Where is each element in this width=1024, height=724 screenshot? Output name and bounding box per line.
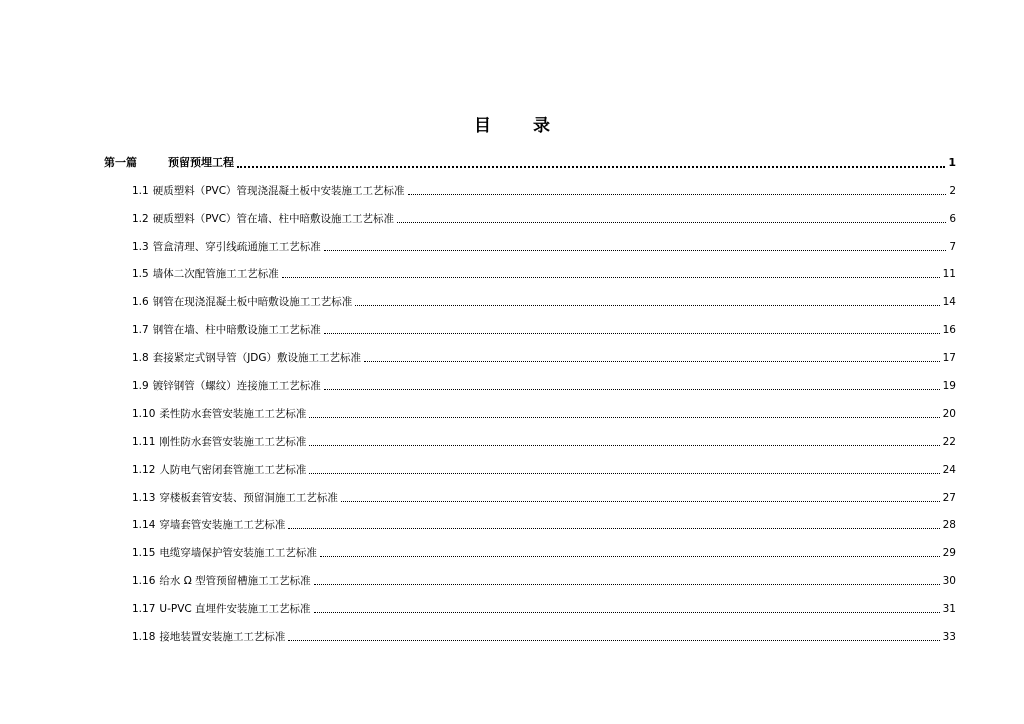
toc-page-number: 17 <box>942 352 956 365</box>
dot-leader <box>314 583 940 585</box>
dot-leader <box>237 165 945 168</box>
toc-entry[interactable] <box>104 229 956 257</box>
dot-leader <box>314 611 940 613</box>
toc-page-number: 33 <box>942 631 956 644</box>
dot-leader <box>288 527 939 529</box>
toc-entry[interactable] <box>104 424 956 452</box>
toc-entry[interactable] <box>104 312 956 340</box>
toc-section-number: 1.15 <box>132 547 156 560</box>
toc-entry[interactable] <box>104 396 956 424</box>
toc-section-title: 穿墙套管安装施工工艺标准 <box>159 519 286 532</box>
toc-section-number: 1.17 <box>132 603 156 616</box>
toc-section-title: 套接紧定式钢导管（JDG）敷设施工工艺标准 <box>152 352 362 365</box>
toc-entry[interactable] <box>104 340 956 368</box>
toc-entry[interactable] <box>104 563 956 591</box>
toc-page-number: 31 <box>942 603 956 616</box>
toc-section-title: 刚性防水套管安装施工工艺标准 <box>159 435 307 448</box>
toc-section-title: 穿楼板套管安装、预留洞施工工艺标准 <box>159 491 338 504</box>
toc-section-title: 墙体二次配管施工工艺标准 <box>152 268 279 281</box>
toc-section-number: 1.14 <box>132 519 156 532</box>
toc-section-number: 1.2 <box>132 212 149 225</box>
toc-page-number: 6 <box>949 212 956 225</box>
dot-leader <box>408 193 947 195</box>
toc-section-title: 镀锌钢管（螺纹）连接施工工艺标准 <box>152 380 321 393</box>
toc-entry[interactable] <box>104 619 956 647</box>
toc-part-title: 预留预埋工程 <box>168 155 234 169</box>
toc-section-title: 柔性防水套管安装施工工艺标准 <box>159 407 307 420</box>
toc-page-number: 16 <box>942 324 956 337</box>
toc-part-number: 第一篇 <box>104 155 137 169</box>
toc-section-number: 1.1 <box>132 184 149 197</box>
toc-section-title: 钢管在现浇混凝土板中暗敷设施工工艺标准 <box>152 296 353 309</box>
toc-page-number: 14 <box>942 296 956 309</box>
toc-section-title: U-PVC 直埋件安装施工工艺标准 <box>159 603 311 616</box>
toc-section-number: 1.6 <box>132 296 149 309</box>
toc-page-number: 11 <box>942 268 956 281</box>
toc-section-title: 给水 Ω 型管预留槽施工工艺标准 <box>159 575 311 588</box>
toc-entry[interactable] <box>104 173 956 201</box>
toc-section-number: 1.8 <box>132 352 149 365</box>
toc-entry-part-1[interactable] <box>104 145 956 173</box>
toc-entry[interactable] <box>104 508 956 536</box>
toc-title: 目 录 <box>474 116 568 136</box>
toc-section-title: 硬质塑料（PVC）管现浇混凝土板中安装施工工艺标准 <box>152 184 405 197</box>
toc-page-number: 30 <box>942 575 956 588</box>
toc-entry[interactable] <box>104 368 956 396</box>
toc-section-number: 1.18 <box>132 631 156 644</box>
dot-leader <box>324 249 947 251</box>
toc-entry[interactable] <box>104 535 956 563</box>
toc-section-number: 1.5 <box>132 268 149 281</box>
toc-section-number: 1.7 <box>132 324 149 337</box>
dot-leader <box>324 388 940 390</box>
toc-entry[interactable] <box>104 257 956 285</box>
dot-leader <box>397 221 946 223</box>
toc-section-number: 1.16 <box>132 575 156 588</box>
toc-section-title: 电缆穿墙保护管安装施工工艺标准 <box>159 547 317 560</box>
toc-page-number: 24 <box>942 463 956 476</box>
dot-leader <box>309 472 939 474</box>
table-of-contents <box>104 145 956 647</box>
toc-page-number: 29 <box>942 547 956 560</box>
toc-section-number: 1.10 <box>132 407 156 420</box>
toc-entry[interactable] <box>104 452 956 480</box>
toc-section-number: 1.13 <box>132 491 156 504</box>
dot-leader <box>324 332 940 334</box>
toc-page-number: 22 <box>942 435 956 448</box>
dot-leader <box>320 555 940 557</box>
dot-leader <box>341 500 940 502</box>
toc-entry[interactable] <box>104 591 956 619</box>
toc-section-title: 硬质塑料（PVC）管在墙、柱中暗敷设施工工艺标准 <box>152 212 395 225</box>
toc-entry[interactable] <box>104 201 956 229</box>
toc-page-number: 19 <box>942 380 956 393</box>
toc-section-title: 接地装置安装施工工艺标准 <box>159 631 286 644</box>
dot-leader <box>355 304 939 306</box>
toc-entry[interactable] <box>104 480 956 508</box>
toc-section-title: 钢管在墙、柱中暗敷设施工工艺标准 <box>152 324 321 337</box>
toc-section-number: 1.9 <box>132 380 149 393</box>
dot-leader <box>288 639 939 641</box>
toc-section-title: 管盒清理、穿引线疏通施工工艺标准 <box>152 240 321 253</box>
toc-page-number: 28 <box>942 519 956 532</box>
toc-page-number: 27 <box>942 491 956 504</box>
dot-leader <box>282 276 940 278</box>
toc-section-title: 人防电气密闭套管施工工艺标准 <box>159 463 307 476</box>
dot-leader <box>309 444 939 446</box>
toc-section-number: 1.3 <box>132 240 149 253</box>
dot-leader <box>309 416 939 418</box>
toc-page-number: 1 <box>948 155 956 169</box>
toc-section-number: 1.12 <box>132 463 156 476</box>
dot-leader <box>364 360 940 362</box>
toc-page-number: 7 <box>949 240 956 253</box>
toc-entry[interactable] <box>104 284 956 312</box>
toc-page-number: 2 <box>949 184 956 197</box>
toc-page-number: 20 <box>942 407 956 420</box>
toc-section-number: 1.11 <box>132 435 156 448</box>
